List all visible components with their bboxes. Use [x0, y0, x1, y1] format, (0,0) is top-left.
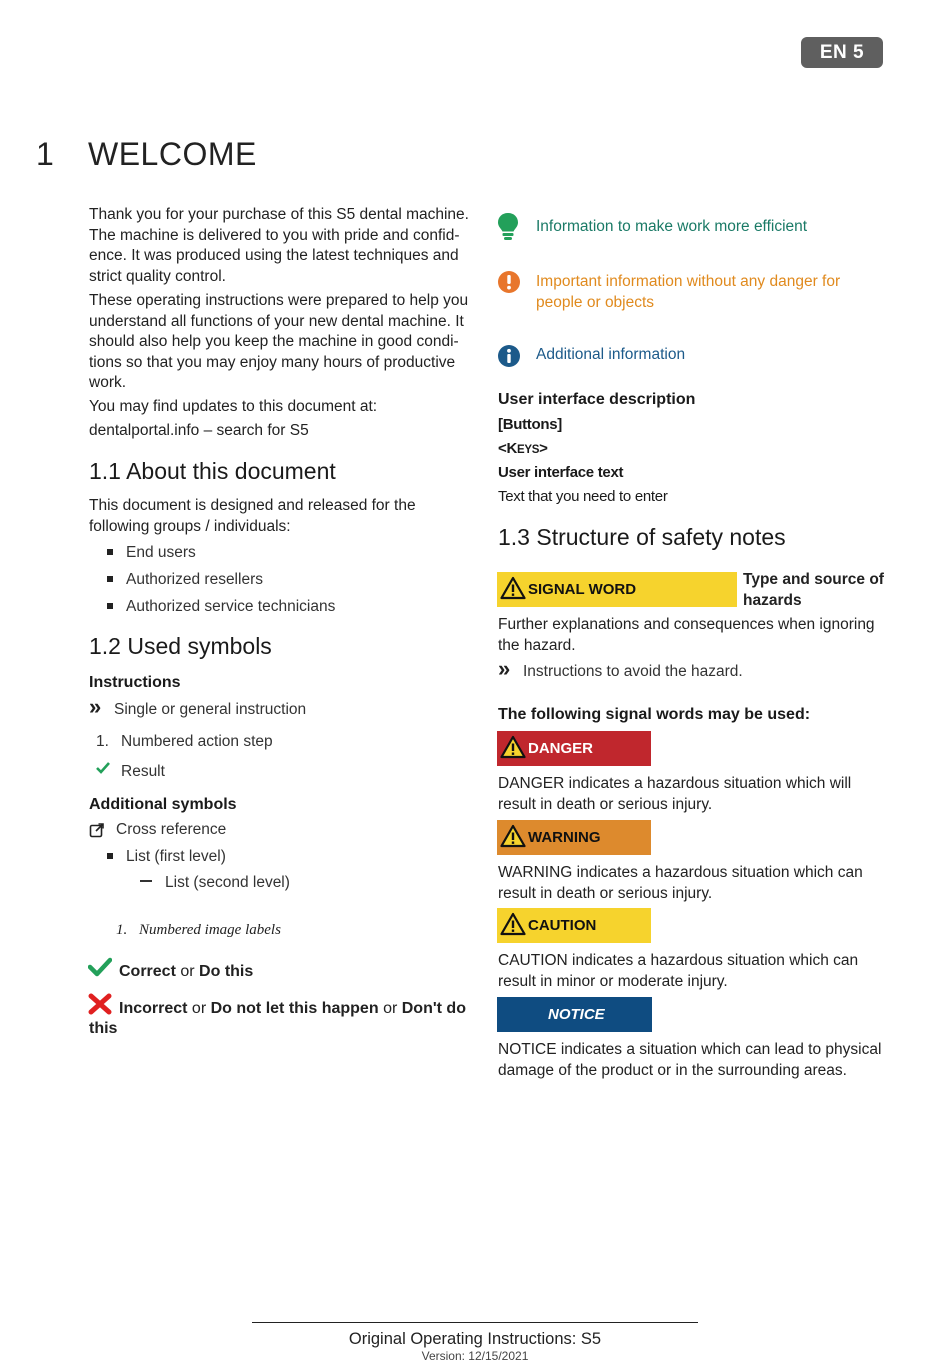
bullet-icon	[107, 603, 113, 609]
external-link-icon	[89, 822, 105, 838]
intro-paragraph-2: These operating instructions were prepared to help you understand all functions of your new dental machine. It should also help you keep the machine in good condi- tions so that you may enjoy many hours of productive work.	[89, 292, 469, 391]
correct-text: Correct or Do this	[119, 963, 254, 980]
dash-icon	[140, 880, 152, 882]
warning-triangle-icon	[500, 735, 526, 759]
list-item: End users	[126, 544, 196, 561]
signal-word-label: SIGNAL WORD	[528, 581, 637, 598]
list-item: Authorized service technicians	[126, 598, 336, 615]
chapter-title: WELCOME	[88, 136, 257, 172]
intro-portal-link[interactable]: dentalportal.info – search for S5	[89, 422, 309, 439]
footer-divider	[252, 1322, 698, 1323]
footer-title: Original Operating Instructions: S5	[348, 1330, 602, 1348]
notice-label: NOTICE	[548, 1006, 605, 1023]
further-explanations-text: Further explanations and consequences when ignoring the hazard.	[498, 616, 875, 654]
warning-triangle-icon	[500, 912, 526, 936]
exclamation-icon	[497, 270, 521, 294]
numbered-marker: 1.	[96, 733, 109, 750]
cross-reference-text: Cross reference	[116, 821, 227, 838]
warning-triangle-icon	[500, 824, 526, 848]
single-instruction-text: Single or general instruction	[114, 701, 307, 718]
result-text: Result	[121, 763, 165, 780]
caution-label: CAUTION	[528, 917, 597, 934]
bullet-icon	[107, 853, 113, 859]
warning-description: WARNING indicates a hazardous situation which can result in death or serious injury.	[498, 864, 863, 902]
intro-updates-text: You may find updates to this document at:	[89, 398, 378, 415]
instructions-heading: Instructions	[89, 674, 181, 691]
list-first-level-text: List (first level)	[126, 848, 226, 865]
section-about-heading: 1.1 About this document	[89, 458, 336, 484]
footer-version: Version: 12/15/2021	[421, 1349, 529, 1363]
tip-info-text: Information to make work more efficient	[536, 218, 808, 235]
incorrect-x-icon	[88, 993, 112, 1015]
lightbulb-icon	[497, 212, 519, 242]
avoid-hazard-text: Instructions to avoid the hazard.	[523, 663, 743, 680]
ui-buttons-example: [Buttons]	[498, 416, 562, 433]
incorrect-text-continued: this	[89, 1020, 118, 1037]
intro-paragraph-1: Thank you for your purchase of this S5 dental machine. The machine is delivered to you with pride and confid- ence. It was produced using the latest techniques and strict quality control.	[89, 206, 469, 285]
signal-words-heading: The following signal words may be used:	[498, 706, 811, 723]
page-number-badge: EN 5	[801, 37, 883, 68]
warning-triangle-icon	[500, 576, 526, 600]
warning-label: WARNING	[528, 829, 601, 846]
list-item: Authorized resellers	[126, 571, 263, 588]
about-text: This document is designed and released for the following groups / individuals:	[89, 497, 416, 535]
image-label-text: Numbered image labels	[139, 922, 281, 938]
bullet-icon	[107, 549, 113, 555]
additional-info-text: Additional information	[536, 346, 686, 363]
important-info-text: Important information without any danger for people or objects	[536, 273, 841, 311]
double-chevron-icon: »	[89, 694, 102, 719]
ui-keys-example: <KEYS>	[498, 440, 548, 457]
numbered-step-text: Numbered action step	[121, 733, 273, 750]
danger-label: DANGER	[528, 740, 594, 757]
chapter-number: 1	[36, 136, 54, 172]
danger-description: DANGER indicates a hazardous situation which will result in death or serious injury.	[498, 775, 852, 813]
bullet-icon	[107, 576, 113, 582]
caution-description: CAUTION indicates a hazardous situation which can result in minor or moderate injury.	[498, 952, 859, 990]
section-safety-heading: 1.3 Structure of safety notes	[498, 524, 786, 550]
section-symbols-heading: 1.2 Used symbols	[89, 633, 272, 659]
info-icon	[497, 344, 521, 368]
image-label-marker: 1.	[116, 922, 128, 938]
hazard-type-source: Type and source of hazards	[743, 571, 884, 609]
incorrect-text: Incorrect or Do not let this happen or Don't do	[119, 1000, 466, 1017]
additional-symbols-heading: Additional symbols	[89, 796, 237, 813]
ui-enter-text-example: Text that you need to enter	[498, 488, 668, 505]
checkmark-icon	[96, 762, 110, 774]
ui-text-example: User interface text	[498, 464, 624, 481]
double-chevron-icon: »	[498, 656, 511, 681]
ui-description-heading: User interface description	[498, 391, 696, 408]
correct-check-icon	[88, 957, 112, 977]
list-second-level-text: List (second level)	[165, 874, 290, 891]
notice-description: NOTICE indicates a situation which can lead to physical damage of the product or in the surrounding areas.	[498, 1041, 882, 1079]
